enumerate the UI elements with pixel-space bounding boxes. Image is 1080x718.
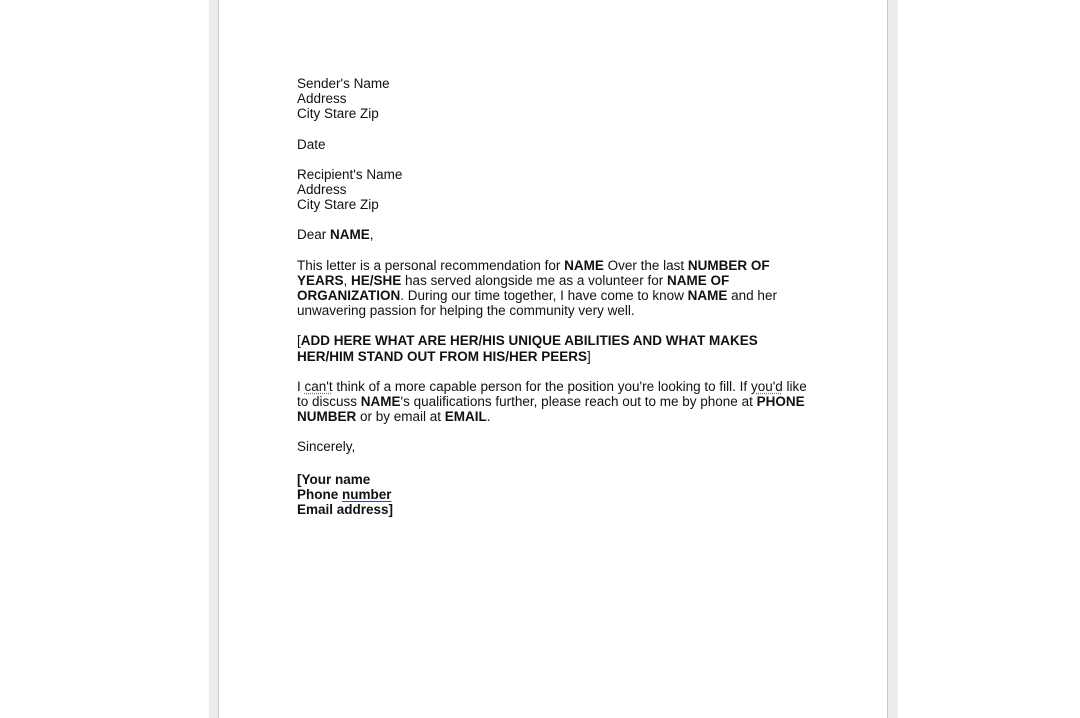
letter-body[interactable] [297, 76, 813, 517]
spellcheck-word: number [342, 486, 392, 502]
letter-date: Date [297, 136, 326, 152]
signature-phone: Phone number [297, 486, 392, 502]
recipient-name: Recipient's Name [297, 166, 403, 182]
signature-email: Email address] [297, 502, 394, 518]
spellcheck-word: can't [304, 378, 333, 394]
paragraph-intro: This letter is a personal recommendation for NAME Over the last NUMBER OF YEARS, HE/SHE has served alongside me as a volunteer for NAME OF ORGANIZATION. During our time together, I have come to know NAME and her unwavering passion for helping the community very well. [297, 257, 777, 319]
signature-name: [Your name [297, 471, 371, 487]
page-right-shadow [887, 0, 898, 718]
document-page[interactable] [219, 0, 887, 718]
sender-city: City Stare Zip [297, 106, 379, 122]
sender-address: Address [297, 91, 347, 107]
spellcheck-word: you'd [750, 378, 783, 394]
paragraph-abilities: [ADD HERE WHAT ARE HER/HIS UNIQUE ABILITIES AND WHAT MAKES HER/HIM STAND OUT FROM HIS/HER PEERS] [297, 333, 758, 364]
paragraph-contact: I can't think of a more capable person for the position you're looking to fill. If you'd like to discuss NAME's qualifications further, please reach out to me by phone at PHONE NUMBER or by email at EMAIL. [297, 378, 807, 425]
recipient-address: Address [297, 182, 347, 198]
salutation: Dear NAME, [297, 227, 374, 243]
page-left-shadow [209, 0, 219, 718]
sender-name: Sender's Name [297, 76, 390, 91]
closing: Sincerely, [297, 439, 356, 455]
recipient-city: City Stare Zip [297, 197, 379, 213]
